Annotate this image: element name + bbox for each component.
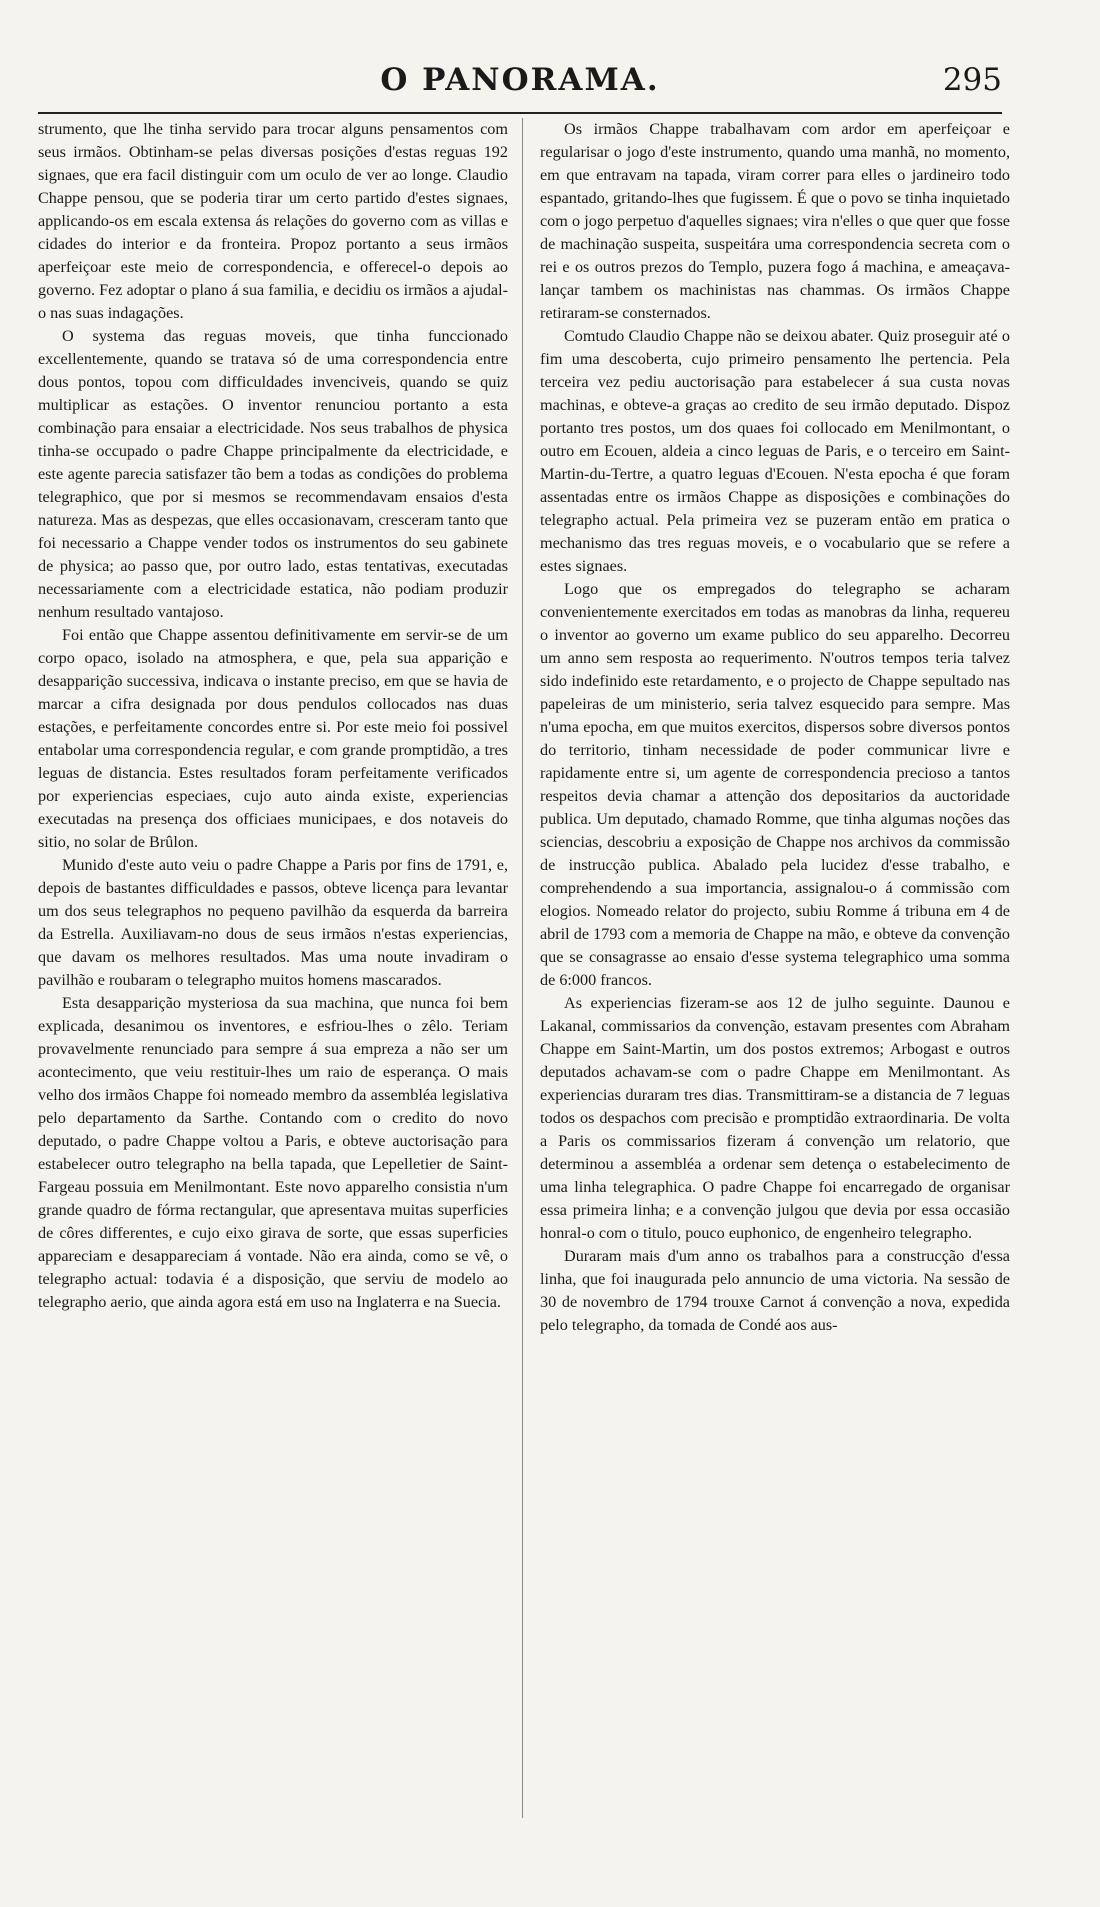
page-number: 295 — [942, 62, 1002, 98]
page-header — [38, 60, 1002, 108]
paragraph: Foi então que Chappe assentou definitivamente em servir-se de um corpo opaco, isolado na atmosphera, e que, pela sua apparição e desapparição successiva, indicava o instante preciso, em que se havia de marcar a cifra designada por dous pendulos collocados nas duas estações, e perfeitamente concordes entre si. Por este meio foi possivel entabolar uma correspondencia regular, e com grande promptidão, a tres leguas de distancia. Estes resultados foram perfeitamente verificados por experiencias especiaes, cujo auto ainda existe, experiencias executadas na presença dos officiaes municipaes, e dos notaveis do sitio, no solar de Brûlon. — [38, 626, 508, 851]
left-column — [38, 118, 508, 1314]
header-rule — [38, 112, 1002, 114]
paragraph: strumento, que lhe tinha servido para trocar alguns pensamentos com seus irmãos. Obtinham-se pelas diversas posições d'estas reguas 192 signaes, que era facil distinguir com um oculo de ver ao longe. Claudio Chappe pensou, que se poderia tirar um certo partido d'estes signaes, applicando-os em escala extensa ás relações do governo com as villas e cidades do interior e da fronteira. Propoz portanto a seus irmãos aperfeiçoar este meio de correspondencia, e offerecel-o depois ao governo. Fez adoptar o plano á sua familia, e decidiu os irmãos a ajudal-o nas suas indagações. — [38, 120, 508, 322]
right-column — [540, 118, 1010, 1337]
paragraph: Duraram mais d'um anno os trabalhos para a construcção d'essa linha, que foi inaugurada pelo annuncio de uma victoria. Na sessão de 30 de novembro de 1794 trouxe Carnot á convenção a nova, expedida pelo telegrapho, da tomada de Condé aos aus- — [540, 1247, 1010, 1334]
paragraph: Os irmãos Chappe trabalhavam com ardor em aperfeiçoar e regularisar o jogo d'este instrumento, quando uma manhã, no momento, em que entravam na tapada, viram correr para elles o jardineiro todo espantado, gritando-lhes que fugissem. É que o povo se tinha inquietado com o jogo perpetuo d'aquelles signaes; vira n'elles o que quer que fosse de machinação suspeita, suspeitára uma correspondencia secreta com o rei e os outros prezos do Templo, puzera fogo á machina, e ameaçava-lançar tambem os machinistas nas chammas. Os irmãos Chappe retiraram-se consternados. — [540, 120, 1010, 322]
paragraph: Esta desapparição mysteriosa da sua machina, que nunca foi bem explicada, desanimou os inventores, e esfriou-lhes o zêlo. Teriam provavelmente renunciado para sempre á sua empreza a não ser um acontecimento, que veiu restituir-lhes um raio de esperança. O mais velho dos irmãos Chappe foi nomeado membro da assembléa legislativa pelo departamento da Sarthe. Contando com o credito do novo deputado, o padre Chappe voltou a Paris, e obteve auctorisação para estabelecer outro telegrapho na bella tapada, que Lepelletier de Saint-Fargeau possuia em Menilmontant. Este novo apparelho consistia n'um grande quadro de fórma rectangular, que apresentava muitas superficies de côres differentes, e cujo eixo girava de sorte, que essas superficies appareciam e desappareciam á vontade. Não era ainda, como se vê, o telegrapho actual: todavia é a disposição, que serviu de modelo ao telegrapho aerio, que ainda agora está em uso na Inglaterra e na Suecia. — [38, 994, 508, 1311]
paragraph: O systema das reguas moveis, que tinha funccionado excellentemente, quando se tratava só de uma correspondencia entre dous pontos, topou com difficuldades invenciveis, quando se quiz multiplicar as estações. O inventor renunciou portanto a esta combinação para ensaiar a electricidade. Nos seus trabalhos de physica tinha-se occupado o padre Chappe principalmente da electricidade, e este agente parecia satisfazer tão bem a todas as condições do problema telegraphico, que por si mesmos se recommendavam ensaios d'esta natureza. Mas as despezas, que elles occasionavam, cresceram tanto que foi necessario a Chappe vender todos os instrumentos do seu gabinete de physica; ao passo que, por outro lado, estas tentativas, executadas necessariamente com a electricidade estatica, não podiam produzir nenhum resultado vantajoso. — [38, 327, 508, 621]
publication-title: O PANORAMA. — [380, 62, 660, 98]
paragraph: Munido d'este auto veiu o padre Chappe a Paris por fins de 1791, e, depois de bastantes difficuldades e passos, obteve licença para levantar um dos seus telegraphos no pequeno pavilhão da esquerda da barreira da Estrella. Auxiliavam-no dous de seus irmãos n'estas experiencias, que davam os melhores resultados. Mas uma noute invadiram o pavilhão e roubaram o telegrapho muitos homens mascarados. — [38, 856, 508, 989]
paragraph: Comtudo Claudio Chappe não se deixou abater. Quiz proseguir até o fim uma descoberta, cujo primeiro pensamento lhe pertencia. Pela terceira vez pediu auctorisação para estabelecer á sua custa novas machinas, e obteve-a graças ao credito de seu irmão deputado. Dispoz portanto tres postos, um dos quaes foi collocado em Menilmontant, o outro em Ecouen, aldeia a cinco leguas de Paris, e o terceiro em Saint-Martin-du-Tertre, a quatro leguas d'Ecouen. N'esta epocha é que foram assentadas entre os irmãos Chappe as disposições e combinações do telegrapho actual. Pela primeira vez se puzeram então em pratica o mechanismo das tres reguas moveis, e o vocabulario que se refere a estes signaes. — [540, 327, 1010, 575]
column-divider — [522, 118, 523, 1818]
paragraph: Logo que os empregados do telegrapho se acharam convenientemente exercitados em todas as manobras da linha, requereu o inventor ao governo um exame publico do seu apparelho. Decorreu um anno sem resposta ao requerimento. N'outros tempos teria talvez sido indefinido este retardamento, e o projecto de Chappe sepultado nas papeleiras de um ministerio, seria talvez esquecido para sempre. Mas n'uma epocha, em que muitos exercitos, dispersos sobre diversos pontos do territorio, tinham necessidade de poder communicar livre e rapidamente entre si, um agente de correspondencia precioso a tantos respeitos devia chamar a attenção dos depositarios da auctoridade publica. Um deputado, chamado Romme, que tinha algumas noções das sciencias, descobriu a exposição de Chappe nos archivos da commissão de instrucção publica. Abalado pela lucidez d'esse trabalho, e comprehendendo a sua importancia, assignalou-o á commissão com elogios. Nomeado relator do projecto, subiu Romme á tribuna em 4 de abril de 1793 com a memoria de Chappe na mão, e obteve da convenção que se consagrasse ao ensaio d'esse systema telegraphico uma somma de 6:000 francos. — [540, 580, 1010, 989]
paragraph: As experiencias fizeram-se aos 12 de julho seguinte. Daunou e Lakanal, commissarios da convenção, estavam presentes com Abraham Chappe em Saint-Martin, um dos postos extremos; Arbogast e outros deputados achavam-se com o padre Chappe em Menilmontant. As experiencias duraram tres dias. Transmittiram-se a distancia de 7 leguas todos os despachos com precisão e promptidão extraordinaria. De volta a Paris os commissarios fizeram á convenção um relatorio, que determinou a assembléa a ordenar sem detença o estabelecimento de uma linha telegraphica. O padre Chappe foi encarregado de organisar essa primeira linha; e a convenção julgou que devia por essa occasião honral-o com o titulo, pouco euphonico, de engenheiro telegrapho. — [540, 994, 1010, 1242]
